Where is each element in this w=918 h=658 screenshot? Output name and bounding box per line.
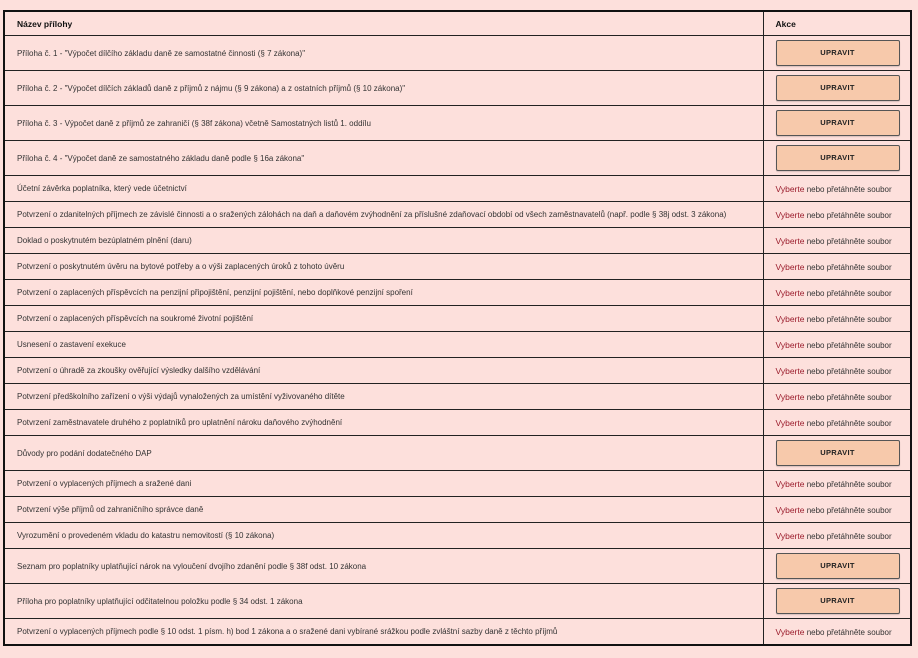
file-upload-dropzone[interactable] <box>776 315 892 324</box>
drag-file-hint: nebo přetáhněte soubor <box>804 288 892 298</box>
table-row <box>4 141 911 176</box>
drag-file-hint: nebo přetáhněte soubor <box>804 366 892 376</box>
attachment-name: Potvrzení předškolního zařízení o výši výdajů vynaložených za umístění vyživovaného dítěte <box>4 384 763 410</box>
attachments-table <box>3 10 912 646</box>
drag-file-hint: nebo přetáhněte soubor <box>804 210 892 220</box>
file-upload-dropzone[interactable] <box>776 289 892 298</box>
attachment-action-cell <box>763 202 911 228</box>
drag-file-hint: nebo přetáhněte soubor <box>804 314 892 324</box>
attachment-name: Usnesení o zastavení exekuce <box>4 332 763 358</box>
attachment-action-cell <box>763 410 911 436</box>
table-body <box>4 36 911 646</box>
attachment-action-cell <box>763 436 911 471</box>
table-row <box>4 619 911 646</box>
select-file-link[interactable]: Vyberte <box>775 313 805 324</box>
select-file-link[interactable]: Vyberte <box>775 339 805 350</box>
table-row <box>4 436 911 471</box>
select-file-link[interactable]: Vyberte <box>775 209 805 220</box>
table-row <box>4 306 911 332</box>
attachment-action-cell <box>763 280 911 306</box>
attachment-action-cell <box>763 254 911 280</box>
file-upload-dropzone[interactable] <box>776 628 892 637</box>
edit-button[interactable]: UPRAVIT <box>776 440 900 466</box>
table-row <box>4 176 911 202</box>
table-row <box>4 523 911 549</box>
column-header-name: Název přílohy <box>4 11 763 36</box>
attachment-name: Příloha č. 4 - "Výpočet daně ze samostatného základu daně podle § 16a zákona" <box>4 141 763 176</box>
file-upload-dropzone[interactable] <box>776 367 892 376</box>
select-file-link[interactable]: Vyberte <box>775 261 805 272</box>
attachment-action-cell <box>763 384 911 410</box>
attachment-name: Příloha č. 3 - Výpočet daně z příjmů ze zahraničí (§ 38f zákona) včetně Samostatných listů 1. oddílu <box>4 106 763 141</box>
edit-button[interactable]: UPRAVIT <box>776 553 900 579</box>
table-row <box>4 202 911 228</box>
attachment-action-cell <box>763 523 911 549</box>
attachment-name: Potvrzení o vyplacených příjmech podle § 10 odst. 1 písm. h) bod 1 zákona a o sražené dani vybírané srážkou podle zvláštní sazby daně z těchto příjmů <box>4 619 763 646</box>
select-file-link[interactable]: Vyberte <box>775 287 805 298</box>
drag-file-hint: nebo přetáhněte soubor <box>804 418 892 428</box>
file-upload-dropzone[interactable] <box>776 419 892 428</box>
drag-file-hint: nebo přetáhněte soubor <box>804 392 892 402</box>
drag-file-hint: nebo přetáhněte soubor <box>804 627 892 637</box>
select-file-link[interactable]: Vyberte <box>775 235 805 246</box>
attachment-action-cell <box>763 549 911 584</box>
file-upload-dropzone[interactable] <box>776 341 892 350</box>
file-upload-dropzone[interactable] <box>776 506 892 515</box>
file-upload-dropzone[interactable] <box>776 185 892 194</box>
table-row <box>4 497 911 523</box>
attachment-name: Příloha č. 2 - "Výpočet dílčích základů daně z příjmů z nájmu (§ 9 zákona) a z ostatních příjmů (§ 10 zákona)" <box>4 71 763 106</box>
file-upload-dropzone[interactable] <box>776 393 892 402</box>
file-upload-dropzone[interactable] <box>776 480 892 489</box>
attachment-action-cell <box>763 619 911 646</box>
attachment-name: Účetní závěrka poplatníka, který vede účetnictví <box>4 176 763 202</box>
attachment-action-cell <box>763 176 911 202</box>
select-file-link[interactable]: Vyberte <box>775 417 805 428</box>
select-file-link[interactable]: Vyberte <box>775 365 805 376</box>
table-row <box>4 358 911 384</box>
attachment-name: Příloha č. 1 - "Výpočet dílčího základu daně ze samostatné činnosti (§ 7 zákona)" <box>4 36 763 71</box>
drag-file-hint: nebo přetáhněte soubor <box>804 479 892 489</box>
table-row <box>4 280 911 306</box>
attachment-name: Vyrozumění o provedeném vkladu do katastru nemovitostí (§ 10 zákona) <box>4 523 763 549</box>
table-row <box>4 584 911 619</box>
edit-button[interactable]: UPRAVIT <box>776 75 900 101</box>
table-row <box>4 549 911 584</box>
attachment-name: Potvrzení o poskytnutém úvěru na bytové potřeby a o výši zaplacených úroků z tohoto úvěru <box>4 254 763 280</box>
attachment-name: Důvody pro podání dodatečného DAP <box>4 436 763 471</box>
table-row <box>4 254 911 280</box>
file-upload-dropzone[interactable] <box>776 532 892 541</box>
select-file-link[interactable]: Vyberte <box>775 391 805 402</box>
table-row <box>4 410 911 436</box>
attachment-action-cell <box>763 306 911 332</box>
attachment-action-cell <box>763 497 911 523</box>
attachment-action-cell <box>763 141 911 176</box>
drag-file-hint: nebo přetáhněte soubor <box>804 184 892 194</box>
table-row <box>4 36 911 71</box>
edit-button[interactable]: UPRAVIT <box>776 40 900 66</box>
table-row <box>4 71 911 106</box>
table-row <box>4 332 911 358</box>
table-row <box>4 106 911 141</box>
attachment-action-cell <box>763 358 911 384</box>
attachment-name: Potvrzení zaměstnavatele druhého z poplatníků pro uplatnění nároku daňového zvýhodnění <box>4 410 763 436</box>
select-file-link[interactable]: Vyberte <box>775 478 805 489</box>
table-row <box>4 471 911 497</box>
attachment-action-cell <box>763 71 911 106</box>
attachment-name: Potvrzení o zaplacených příspěvcích na penzijní připojištění, penzijní pojištění, nebo doplňkové penzijní spoření <box>4 280 763 306</box>
column-header-action: Akce <box>763 11 911 36</box>
edit-button[interactable]: UPRAVIT <box>776 588 900 614</box>
select-file-link[interactable]: Vyberte <box>775 626 805 637</box>
attachment-action-cell <box>763 106 911 141</box>
select-file-link[interactable]: Vyberte <box>775 504 805 515</box>
file-upload-dropzone[interactable] <box>776 211 892 220</box>
select-file-link[interactable]: Vyberte <box>775 530 805 541</box>
attachment-name: Potvrzení o úhradě za zkoušky ověřující výsledky dalšího vzdělávání <box>4 358 763 384</box>
attachment-action-cell <box>763 471 911 497</box>
attachment-name: Doklad o poskytnutém bezúplatném plnění (daru) <box>4 228 763 254</box>
table-row <box>4 384 911 410</box>
attachment-name: Potvrzení o zdanitelných příjmech ze závislé činnosti a o sražených zálohách na daň a daňovém zvýhodnění za příslušné zdaňovací období od všech zaměstnavatelů (např. podle § 38j odst. 3 zákona) <box>4 202 763 228</box>
attachments-table-container <box>3 10 910 646</box>
drag-file-hint: nebo přetáhněte soubor <box>804 505 892 515</box>
edit-button[interactable]: UPRAVIT <box>776 145 900 171</box>
attachment-action-cell <box>763 228 911 254</box>
file-upload-dropzone[interactable] <box>776 237 892 246</box>
drag-file-hint: nebo přetáhněte soubor <box>804 262 892 272</box>
table-header-row <box>4 11 911 36</box>
attachment-name: Seznam pro poplatníky uplatňující nárok na vyloučení dvojího zdanění podle § 38f odst. 10 zákona <box>4 549 763 584</box>
attachment-action-cell <box>763 332 911 358</box>
attachment-name: Příloha pro poplatníky uplatňující odčitatelnou položku podle § 34 odst. 1 zákona <box>4 584 763 619</box>
edit-button[interactable]: UPRAVIT <box>776 110 900 136</box>
file-upload-dropzone[interactable] <box>776 263 892 272</box>
attachment-action-cell <box>763 584 911 619</box>
attachment-action-cell <box>763 36 911 71</box>
attachment-name: Potvrzení o zaplacených příspěvcích na soukromé životní pojištění <box>4 306 763 332</box>
attachment-name: Potvrzení výše příjmů od zahraničního správce daně <box>4 497 763 523</box>
drag-file-hint: nebo přetáhněte soubor <box>804 340 892 350</box>
attachment-name: Potvrzení o vyplacených příjmech a sražené dani <box>4 471 763 497</box>
drag-file-hint: nebo přetáhněte soubor <box>804 531 892 541</box>
select-file-link[interactable]: Vyberte <box>775 183 805 194</box>
drag-file-hint: nebo přetáhněte soubor <box>804 236 892 246</box>
table-row <box>4 228 911 254</box>
